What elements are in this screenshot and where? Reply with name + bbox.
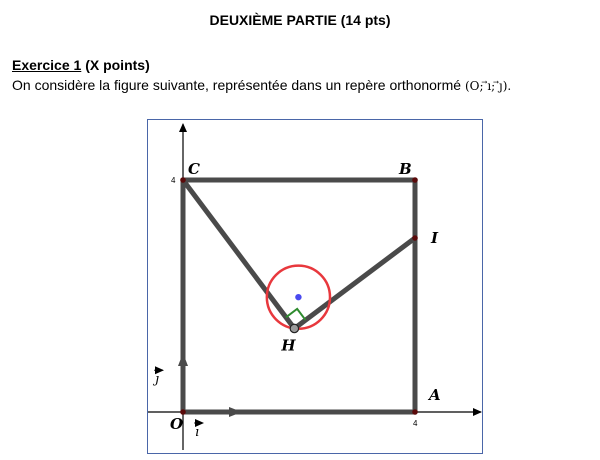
frame-notation: (O; ⃗ı; ⃗ȷ).	[464, 79, 512, 93]
geometry-figure	[148, 120, 484, 455]
point-label-a: A	[429, 386, 441, 404]
point-a-dot	[412, 409, 418, 415]
point-h-dot	[290, 324, 298, 332]
point-c-dot	[180, 177, 186, 183]
point-i-dot	[412, 235, 418, 241]
segment-hi	[294, 238, 415, 328]
point-label-i: I	[431, 229, 439, 247]
intro-text: On considère la figure suivante, représentée dans un repère orthonormé	[12, 77, 462, 93]
marks	[180, 177, 418, 415]
point-b-dot	[412, 177, 418, 183]
exercise-points: (X points)	[85, 57, 150, 73]
exercise-number: Exercice 1	[12, 57, 82, 73]
circle-center-dot	[295, 294, 301, 300]
part-title: DEUXIÈME PARTIE (14 pts)	[209, 12, 391, 28]
vector-j-label: ȷ	[155, 372, 160, 388]
y-tick-label: 4	[171, 176, 176, 185]
vector-i-label: ı	[195, 425, 200, 440]
figure-box	[147, 119, 483, 454]
exercise-intro	[12, 77, 511, 93]
point-o-dot	[180, 409, 186, 415]
segment-ch	[183, 180, 294, 328]
labels	[152, 160, 441, 440]
point-label-c: C	[188, 160, 200, 178]
point-label-b: B	[399, 160, 412, 178]
point-label-h: H	[281, 336, 296, 355]
exercise-heading	[12, 57, 150, 73]
point-label-o: O	[170, 415, 184, 433]
x-tick-label: 4	[413, 419, 418, 428]
